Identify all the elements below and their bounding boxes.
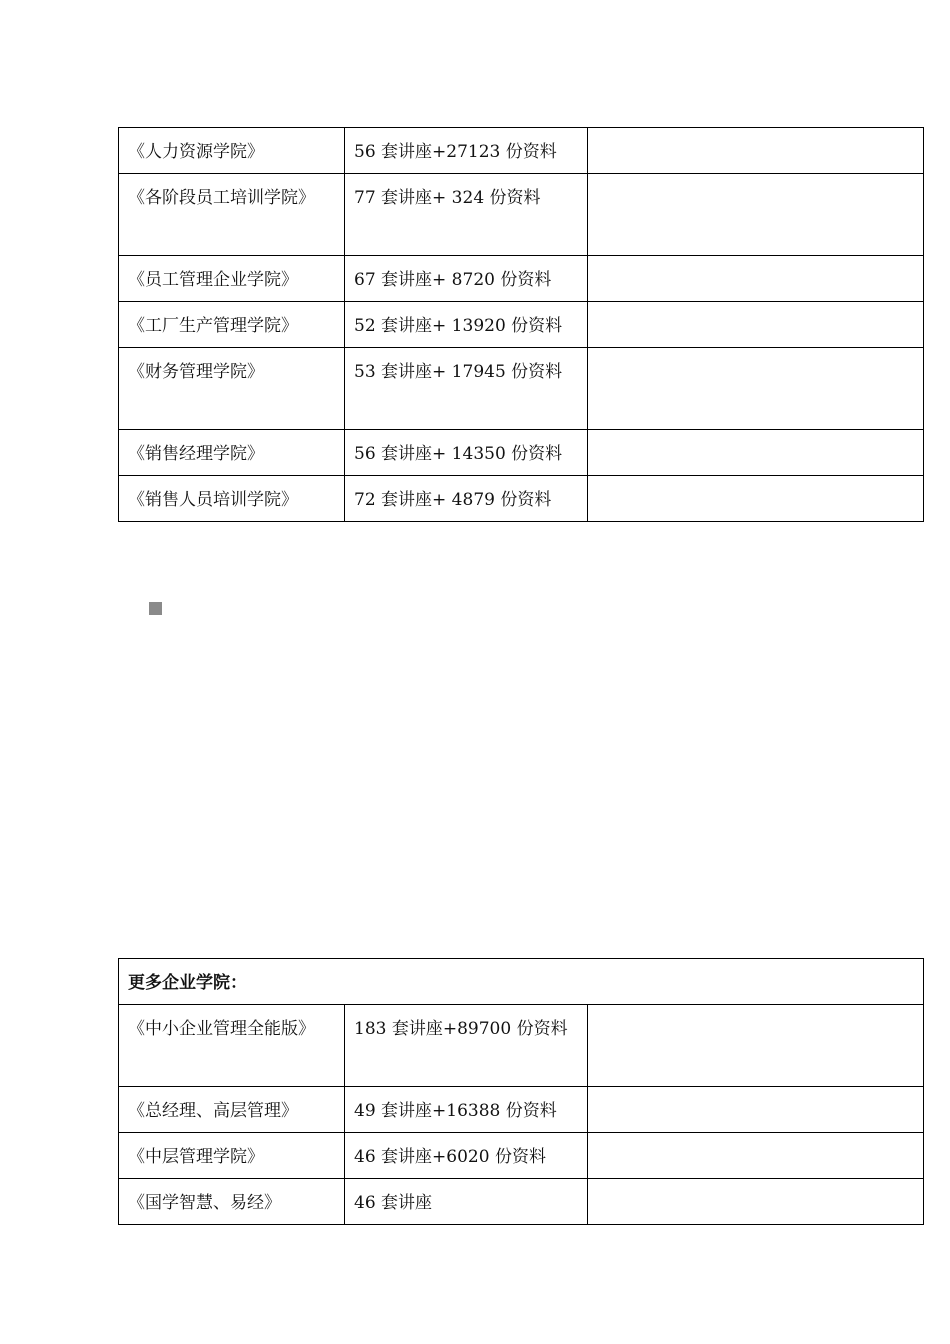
academy-count: 49 套讲座+16388 份资料 — [345, 1087, 588, 1133]
table-row — [119, 1179, 924, 1225]
table-row — [119, 256, 924, 302]
academy-count: 77 套讲座+ 324 份资料 — [345, 174, 588, 256]
more-academies-table — [118, 958, 924, 1225]
academy-count: 46 套讲座+6020 份资料 — [345, 1133, 588, 1179]
academy-count: 67 套讲座+ 8720 份资料 — [345, 256, 588, 302]
table-row — [119, 1005, 924, 1087]
academy-count: 52 套讲座+ 13920 份资料 — [345, 302, 588, 348]
academy-name: 《销售人员培训学院》 — [119, 476, 345, 522]
academy-name: 《各阶段员工培训学院》 — [119, 174, 345, 256]
academy-extra — [588, 174, 924, 256]
academy-extra — [588, 302, 924, 348]
table-row — [119, 348, 924, 430]
academy-extra — [588, 1179, 924, 1225]
academy-extra — [588, 256, 924, 302]
academy-extra — [588, 1087, 924, 1133]
academy-count: 56 套讲座+ 14350 份资料 — [345, 430, 588, 476]
table-header-row — [119, 959, 924, 1005]
academy-name: 《工厂生产管理学院》 — [119, 302, 345, 348]
academy-count: 56 套讲座+27123 份资料 — [345, 128, 588, 174]
table-row — [119, 174, 924, 256]
table-row — [119, 476, 924, 522]
academy-name: 《中层管理学院》 — [119, 1133, 345, 1179]
academy-name: 《员工管理企业学院》 — [119, 256, 345, 302]
academy-name: 《中小企业管理全能版》 — [119, 1005, 345, 1087]
academy-name: 《人力资源学院》 — [119, 128, 345, 174]
academy-extra — [588, 348, 924, 430]
table-row — [119, 128, 924, 174]
academy-name: 《销售经理学院》 — [119, 430, 345, 476]
more-academies-heading: 更多企业学院： — [119, 959, 924, 1005]
table-row — [119, 302, 924, 348]
academy-name: 《国学智慧、易经》 — [119, 1179, 345, 1225]
academy-count: 72 套讲座+ 4879 份资料 — [345, 476, 588, 522]
table-row — [119, 1087, 924, 1133]
academy-count: 183 套讲座+89700 份资料 — [345, 1005, 588, 1087]
academy-extra — [588, 430, 924, 476]
table-row — [119, 430, 924, 476]
academy-extra — [588, 1133, 924, 1179]
academy-extra — [588, 476, 924, 522]
academy-name: 《财务管理学院》 — [119, 348, 345, 430]
academy-table — [118, 127, 924, 522]
academy-extra — [588, 128, 924, 174]
academy-name: 《总经理、高层管理》 — [119, 1087, 345, 1133]
table-row — [119, 1133, 924, 1179]
square-bullet-icon — [149, 602, 162, 615]
academy-extra — [588, 1005, 924, 1087]
academy-count: 53 套讲座+ 17945 份资料 — [345, 348, 588, 430]
academy-count: 46 套讲座 — [345, 1179, 588, 1225]
